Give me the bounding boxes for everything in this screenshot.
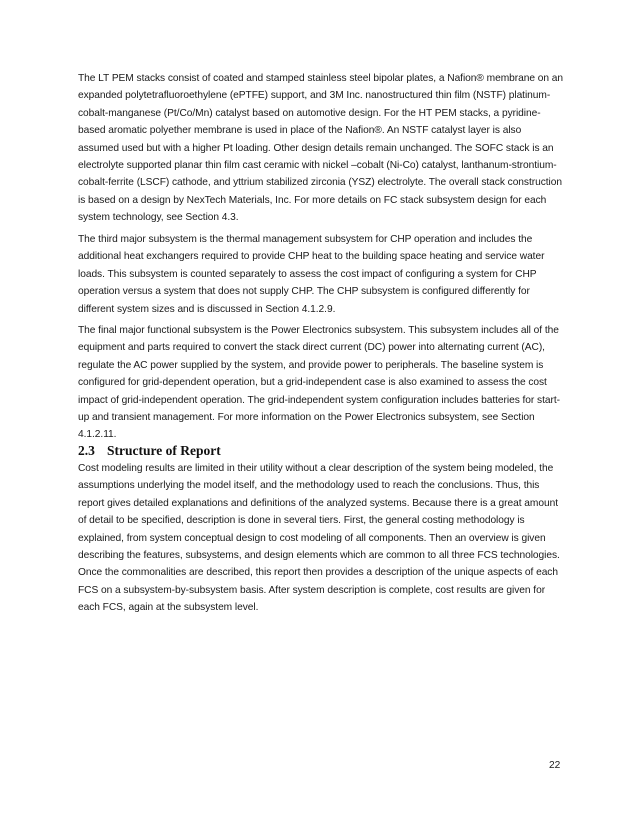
paragraph-structure-of-report: Cost modeling results are limited in their utility without a clear description of the system being modeled, the assumptions underlying the model itself, and the methodology used to reach the conclusions. Thus, this report gives detailed explanations and definitions of the analyzed systems. Because there is a great amount of detail to be specified, description is done in several tiers. First, the general costing methodology is explained, from system conceptual design to cost modeling of all components. Then an overview is given describing the features, subsystems, and design elements which are common to all three FCS technologies. Once the commonalities are described, this report then provides a description of the unique aspects of each FCS on a subsystem-by-subsystem basis. After system description is complete, cost results are given for each FCS, again at the subsystem level. — [78, 463, 560, 614]
paragraph-power-electronics: The final major functional subsystem is the Power Electronics subsystem. This subsystem includes all of the equipment and parts required to convert the stack direct current (DC) power into alternating current (AC), regulate the AC power supplied by the system, and provide power to peripherals. The baseline system is configured for grid-dependent operation, but a grid-independent case is also examined to assess the cost impact of grid-independent operation. The grid-independent system configuration includes batteries for start-up and transient management. For more information on the Power Electronics subsystem, see Section 4.1.2.11. — [78, 325, 560, 441]
paragraph-thermal-management: The third major subsystem is the thermal management subsystem for CHP operation and includes the additional heat exchangers required to provide CHP heat to the building space heating and service water loads. This subsystem is counted separately to assess the cost impact of configuring a system for CHP operation versus a system that does not supply CHP. The CHP subsystem is configured differently for different system sizes and is discussed in Section 4.1.2.9. — [78, 234, 545, 315]
section-heading — [78, 443, 221, 459]
section-number: 2.3 — [78, 443, 95, 458]
paragraph-stack-design: The LT PEM stacks consist of coated and stamped stainless steel bipolar plates, a Nafion® membrane on an expanded polytetrafluoroethylene (ePTFE) support, and 3M Inc. nanostructured thin film (NSTF) platinum-cobalt-manganese (Pt/Co/Mn) catalyst based on automotive design. For the HT PEM stacks, a pyridine-based aromatic polyether membrane is used in place of the Nafion®. An NSTF catalyst layer is also assumed used but with a higher Pt loading. Other design details remain unchanged. The SOFC stack is an electrolyte supported planar thin film cast ceramic with nickel –cobalt (Ni-Co) catalyst, lanthanum-strontium-cobalt-ferrite (LSCF) cathode, and yttrium stabilized zirconia (YSZ) electrolyte. The overall stack construction is based on a design by NexTech Materials, Inc. For more details on FC stack subsystem design for each system technology, see Section 4.3. — [78, 73, 563, 224]
page-number: 22 — [549, 760, 561, 771]
section-title: Structure of Report — [107, 443, 221, 458]
